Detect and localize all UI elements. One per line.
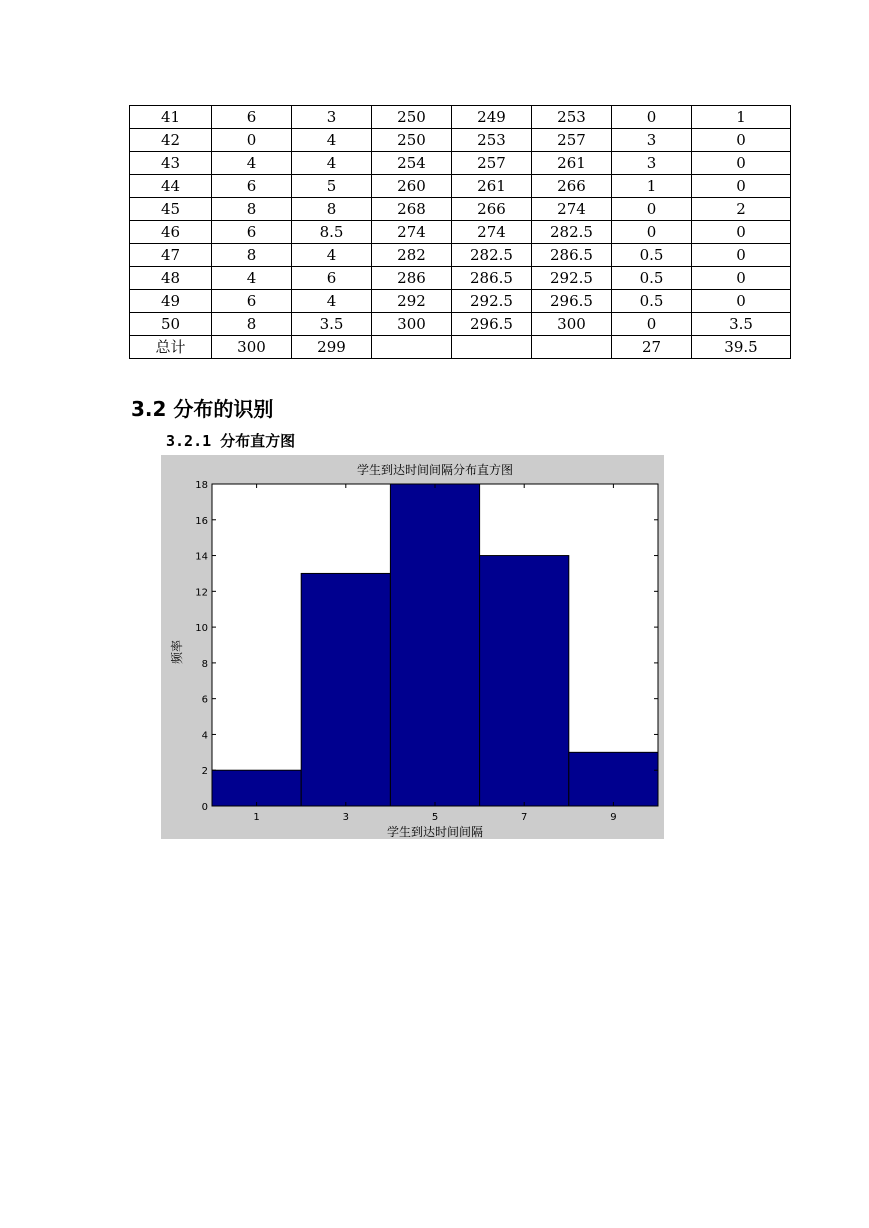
subsection-heading: 3.2.1 分布直方图 bbox=[166, 432, 296, 450]
data-table bbox=[129, 105, 791, 359]
table-cell: 266 bbox=[532, 175, 612, 198]
table-cell: 4 bbox=[212, 267, 292, 290]
table-cell: 3 bbox=[612, 129, 692, 152]
table-cell: 1 bbox=[692, 106, 791, 129]
table-cell: 8 bbox=[212, 198, 292, 221]
x-tick-label: 5 bbox=[431, 812, 439, 823]
table-row bbox=[130, 267, 791, 290]
table-cell: 6 bbox=[212, 290, 292, 313]
x-tick-label: 1 bbox=[253, 812, 260, 823]
table-row bbox=[130, 198, 791, 221]
table-body bbox=[130, 106, 791, 359]
table-cell: 296.5 bbox=[452, 313, 532, 336]
table-cell: 47 bbox=[130, 244, 212, 267]
y-tick-label: 12 bbox=[195, 587, 208, 599]
table-cell: 8 bbox=[212, 313, 292, 336]
table-cell: 3 bbox=[292, 106, 372, 129]
table-cell: 299 bbox=[292, 336, 372, 359]
table-cell: 50 bbox=[130, 313, 212, 336]
table-row bbox=[130, 175, 791, 198]
table-cell: 260 bbox=[372, 175, 452, 198]
table-cell: 44 bbox=[130, 175, 212, 198]
histogram-bar bbox=[480, 556, 569, 806]
table-cell: 300 bbox=[212, 336, 292, 359]
table-cell: 292 bbox=[372, 290, 452, 313]
x-tick-label: 3 bbox=[342, 812, 349, 823]
table-cell: 1 bbox=[612, 175, 692, 198]
table-cell: 4 bbox=[292, 152, 372, 175]
table-cell: 274 bbox=[532, 198, 612, 221]
table-cell: 0 bbox=[692, 244, 791, 267]
table-cell: 8 bbox=[292, 198, 372, 221]
table-cell: 3.5 bbox=[292, 313, 372, 336]
section-heading: 3.2 分布的识别 bbox=[131, 397, 274, 421]
y-tick-label: 10 bbox=[195, 623, 208, 635]
histogram-figure bbox=[161, 455, 664, 839]
table-row bbox=[130, 313, 791, 336]
y-tick-label: 4 bbox=[201, 730, 208, 742]
y-tick-label: 14 bbox=[195, 551, 208, 563]
table-cell: 4 bbox=[292, 290, 372, 313]
table-cell: 261 bbox=[452, 175, 532, 198]
table-cell: 268 bbox=[372, 198, 452, 221]
table-cell: 8.5 bbox=[292, 221, 372, 244]
table-cell: 4 bbox=[212, 152, 292, 175]
table-cell: 2 bbox=[692, 198, 791, 221]
table-cell: 0 bbox=[692, 152, 791, 175]
table-cell: 46 bbox=[130, 221, 212, 244]
table-cell: 250 bbox=[372, 129, 452, 152]
table-cell: 4 bbox=[292, 129, 372, 152]
y-tick-label: 16 bbox=[195, 515, 208, 527]
table-cell bbox=[372, 336, 452, 359]
table-cell: 300 bbox=[532, 313, 612, 336]
histogram-bar bbox=[212, 770, 301, 806]
table-cell: 6 bbox=[212, 221, 292, 244]
table-cell: 48 bbox=[130, 267, 212, 290]
table-cell: 253 bbox=[532, 106, 612, 129]
table-cell: 总计 bbox=[130, 336, 212, 359]
y-tick-label: 0 bbox=[201, 802, 208, 813]
table-cell: 254 bbox=[372, 152, 452, 175]
histogram-bar bbox=[301, 573, 390, 806]
table-cell: 282.5 bbox=[452, 244, 532, 267]
y-tick-label: 18 bbox=[195, 480, 208, 491]
x-tick-label: 7 bbox=[521, 812, 528, 823]
y-tick-label: 6 bbox=[201, 694, 208, 706]
y-tick-label: 8 bbox=[201, 658, 208, 670]
table-cell: 261 bbox=[532, 152, 612, 175]
table-cell: 0 bbox=[692, 290, 791, 313]
table-cell: 43 bbox=[130, 152, 212, 175]
table-cell: 6 bbox=[212, 106, 292, 129]
table-cell: 8 bbox=[212, 244, 292, 267]
table-cell: 6 bbox=[212, 175, 292, 198]
table-cell: 3.5 bbox=[692, 313, 791, 336]
table-cell: 4 bbox=[292, 244, 372, 267]
table-cell: 0 bbox=[692, 175, 791, 198]
table-cell: 0.5 bbox=[612, 244, 692, 267]
table-cell: 274 bbox=[372, 221, 452, 244]
table-cell: 3 bbox=[612, 152, 692, 175]
table-cell: 6 bbox=[292, 267, 372, 290]
table-cell: 0 bbox=[612, 198, 692, 221]
table-cell: 257 bbox=[452, 152, 532, 175]
table-cell: 0 bbox=[612, 313, 692, 336]
table-cell: 274 bbox=[452, 221, 532, 244]
table-row bbox=[130, 106, 791, 129]
table-cell: 292.5 bbox=[532, 267, 612, 290]
table-cell: 0.5 bbox=[612, 290, 692, 313]
y-tick-label: 2 bbox=[201, 766, 208, 778]
table-cell: 250 bbox=[372, 106, 452, 129]
table-row bbox=[130, 244, 791, 267]
table-cell: 39.5 bbox=[692, 336, 791, 359]
table-cell: 286.5 bbox=[452, 267, 532, 290]
table-cell: 286 bbox=[372, 267, 452, 290]
table-cell: 286.5 bbox=[532, 244, 612, 267]
table-cell bbox=[452, 336, 532, 359]
table-cell: 266 bbox=[452, 198, 532, 221]
table-cell: 249 bbox=[452, 106, 532, 129]
chart-title: 学生到达时间间隔分布直方图 bbox=[356, 463, 514, 477]
table-row bbox=[130, 221, 791, 244]
table-row bbox=[130, 152, 791, 175]
table-cell: 0 bbox=[692, 267, 791, 290]
table-cell: 282.5 bbox=[532, 221, 612, 244]
table-cell: 42 bbox=[130, 129, 212, 152]
table-cell: 296.5 bbox=[532, 290, 612, 313]
table-cell: 49 bbox=[130, 290, 212, 313]
table-row bbox=[130, 290, 791, 313]
table-row bbox=[130, 336, 791, 359]
table-cell: 27 bbox=[612, 336, 692, 359]
table-row bbox=[130, 129, 791, 152]
table-cell: 300 bbox=[372, 313, 452, 336]
y-axis-label: 频率 bbox=[170, 639, 184, 665]
table-cell: 0 bbox=[212, 129, 292, 152]
histogram-bar bbox=[569, 752, 658, 806]
table-cell: 0 bbox=[612, 221, 692, 244]
table-cell: 282 bbox=[372, 244, 452, 267]
table-cell: 257 bbox=[532, 129, 612, 152]
table-cell: 5 bbox=[292, 175, 372, 198]
x-tick-label: 9 bbox=[610, 812, 617, 823]
table-cell bbox=[532, 336, 612, 359]
table-cell: 45 bbox=[130, 198, 212, 221]
table-cell: 0 bbox=[692, 221, 791, 244]
x-axis-label: 学生到达时间间隔 bbox=[386, 825, 484, 839]
table-cell: 0 bbox=[612, 106, 692, 129]
table-cell: 0.5 bbox=[612, 267, 692, 290]
histogram-bar bbox=[390, 484, 479, 806]
table-cell: 292.5 bbox=[452, 290, 532, 313]
table-cell: 253 bbox=[452, 129, 532, 152]
table-cell: 0 bbox=[692, 129, 791, 152]
table-cell: 41 bbox=[130, 106, 212, 129]
